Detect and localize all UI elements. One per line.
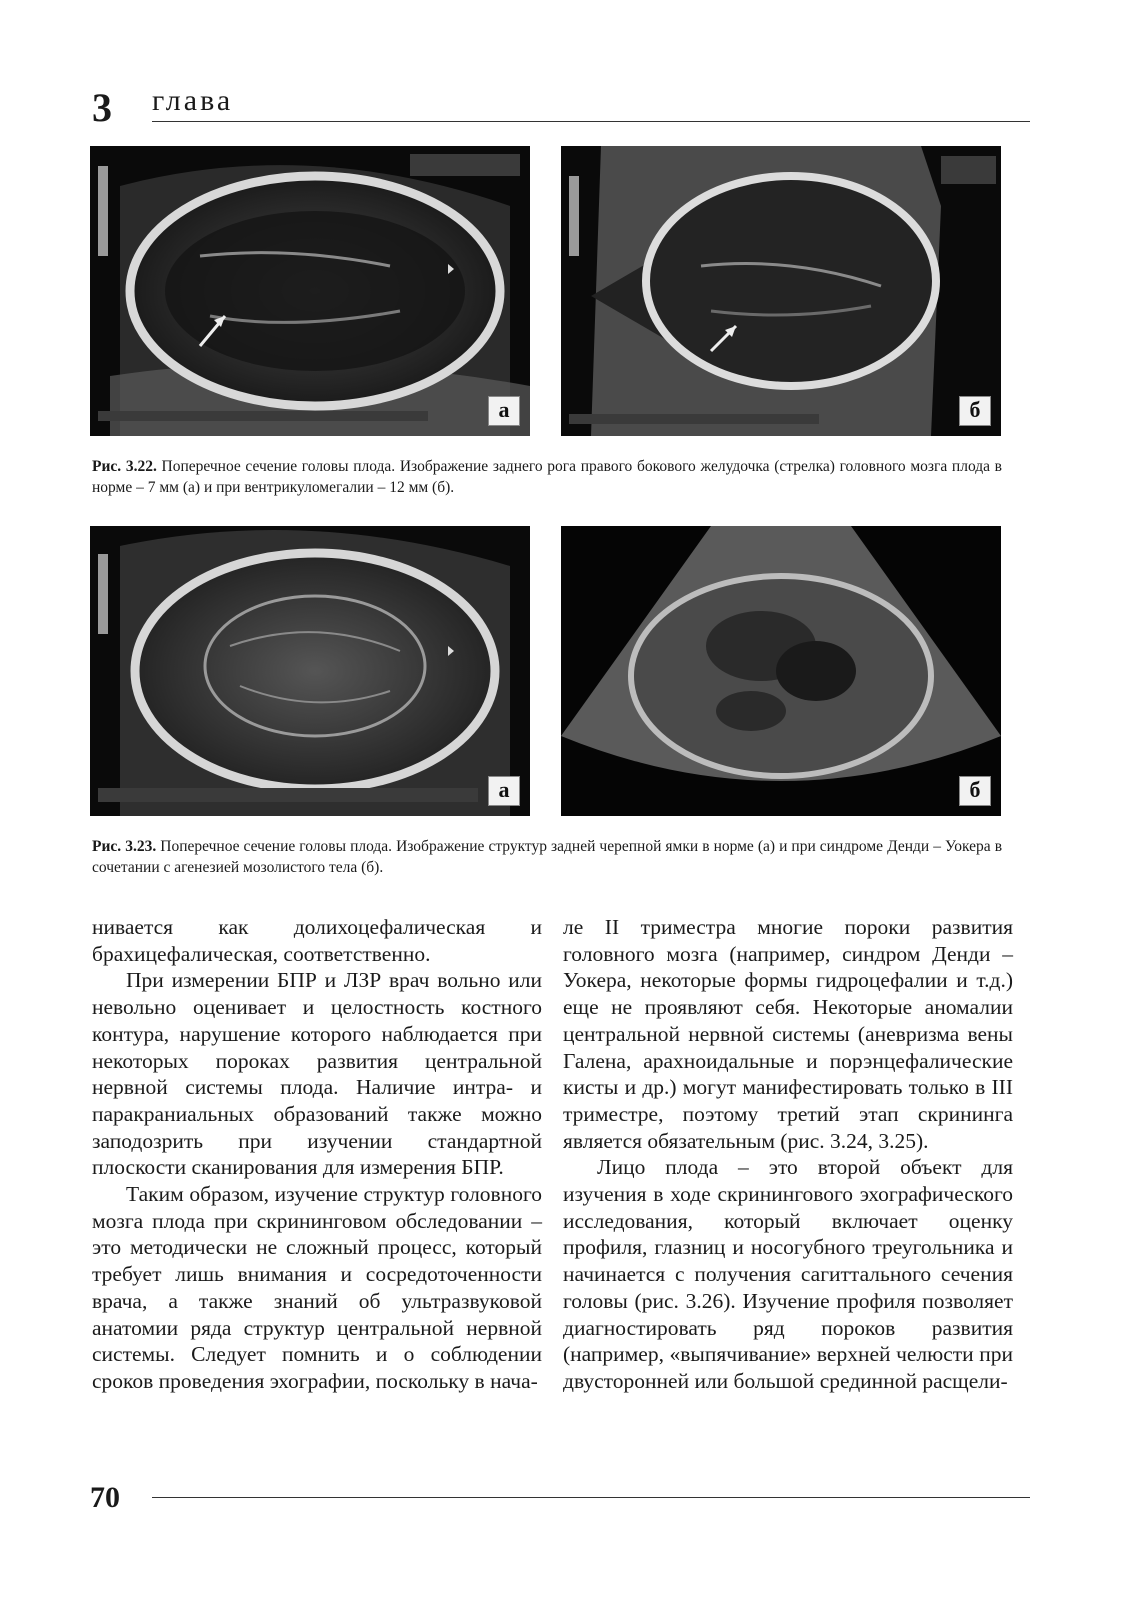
panel-label: б — [959, 776, 991, 806]
figure-3-22-panel-a — [90, 146, 530, 436]
paragraph: Лицо плода – это второй объект для изучения в ходе скринингового эхографического исследования, который включает оценку профиля, глазниц и носогубного треугольника и начинается с получения сагиттального сечения головы (рис. 3.26). Изучение профиля позволяет диагностировать ряд пороков развития (например, «выпячивание» верхней челюсти при двусторонней или большой срединной расщели- — [563, 1155, 1013, 1393]
page-number: 70 — [90, 1481, 120, 1514]
figure-3-22-caption — [92, 456, 1002, 498]
panel-label: а — [488, 396, 520, 426]
figure-3-23-caption-text: Поперечное сечение головы плода. Изображение структур задней черепной ямки в норме (а) и при синдроме Денди – Уокера в сочетании с агенезией мозолистого тела (б). — [92, 838, 1003, 876]
body-column-left — [92, 914, 542, 1395]
header-rule — [152, 121, 1030, 122]
paragraph: Таким образом, изучение структур головного мозга плода при скрининговом обследовании – это методически не сложный процесс, который требует лишь внимания и сосредоточенности врача, а также знаний об ультразвуковой анатомии ряда структур центральной нервной системы. Следует помнить и о соблюдении сроков проведения эхографии, поскольку в нача- — [92, 1182, 542, 1393]
figure-3-23-panel-b — [561, 526, 1001, 816]
figure-3-23-panel-a — [90, 526, 530, 816]
panel-label: а — [488, 776, 520, 806]
paragraph: ле II триместра многие пороки развития головного мозга (например, синдром Денди – Уокера, некоторые формы гидроцефалии и т.д.) еще не проявляют себя. Некоторые аномалии центральной нервной системы (аневризма вены Галена, арахноидальные и порэнцефалические кисты и др.) могут манифестировать только в III триместре, поэтому третий этап скрининга является обязательным (рис. 3.24, 3.25). — [563, 915, 1013, 1153]
chapter-label: глава — [152, 84, 234, 117]
figure-3-22-panel-b — [561, 146, 1001, 436]
body-column-right — [563, 914, 1013, 1395]
figure-3-23-caption — [92, 836, 1002, 878]
ultrasound-image-3-23-a — [90, 526, 530, 816]
paragraph: При измерении БПР и ЛЗР врач вольно или невольно оценивает и целостность костного контура, нарушение которого наблюдается при некоторых пороках развития центральной нервной системы плода. Наличие интра- и паракраниальных образований также можно заподозрить при изучении стандартной плоскости сканирования для измерения БПР. — [92, 968, 542, 1180]
ultrasound-image-3-22-b — [561, 146, 1001, 436]
chapter-number: 3 — [92, 85, 112, 130]
paragraph: нивается как долихоцефалическая и брахицефалическая, соответственно. — [92, 915, 542, 966]
ultrasound-image-3-22-a — [90, 146, 530, 436]
ultrasound-image-3-23-b — [561, 526, 1001, 816]
panel-label: б — [959, 396, 991, 426]
figure-3-22-caption-text: Поперечное сечение головы плода. Изображение заднего рога правого бокового желудочка (стрелка) головного мозга плода в норме – 7 мм (а) и при вентрикуломегалии – 12 мм (б). — [92, 458, 1003, 496]
figure-3-22-caption-label: Рис. 3.22. — [92, 458, 157, 475]
figure-3-23-caption-label: Рис. 3.23. — [92, 838, 157, 855]
footer-rule — [152, 1497, 1030, 1498]
